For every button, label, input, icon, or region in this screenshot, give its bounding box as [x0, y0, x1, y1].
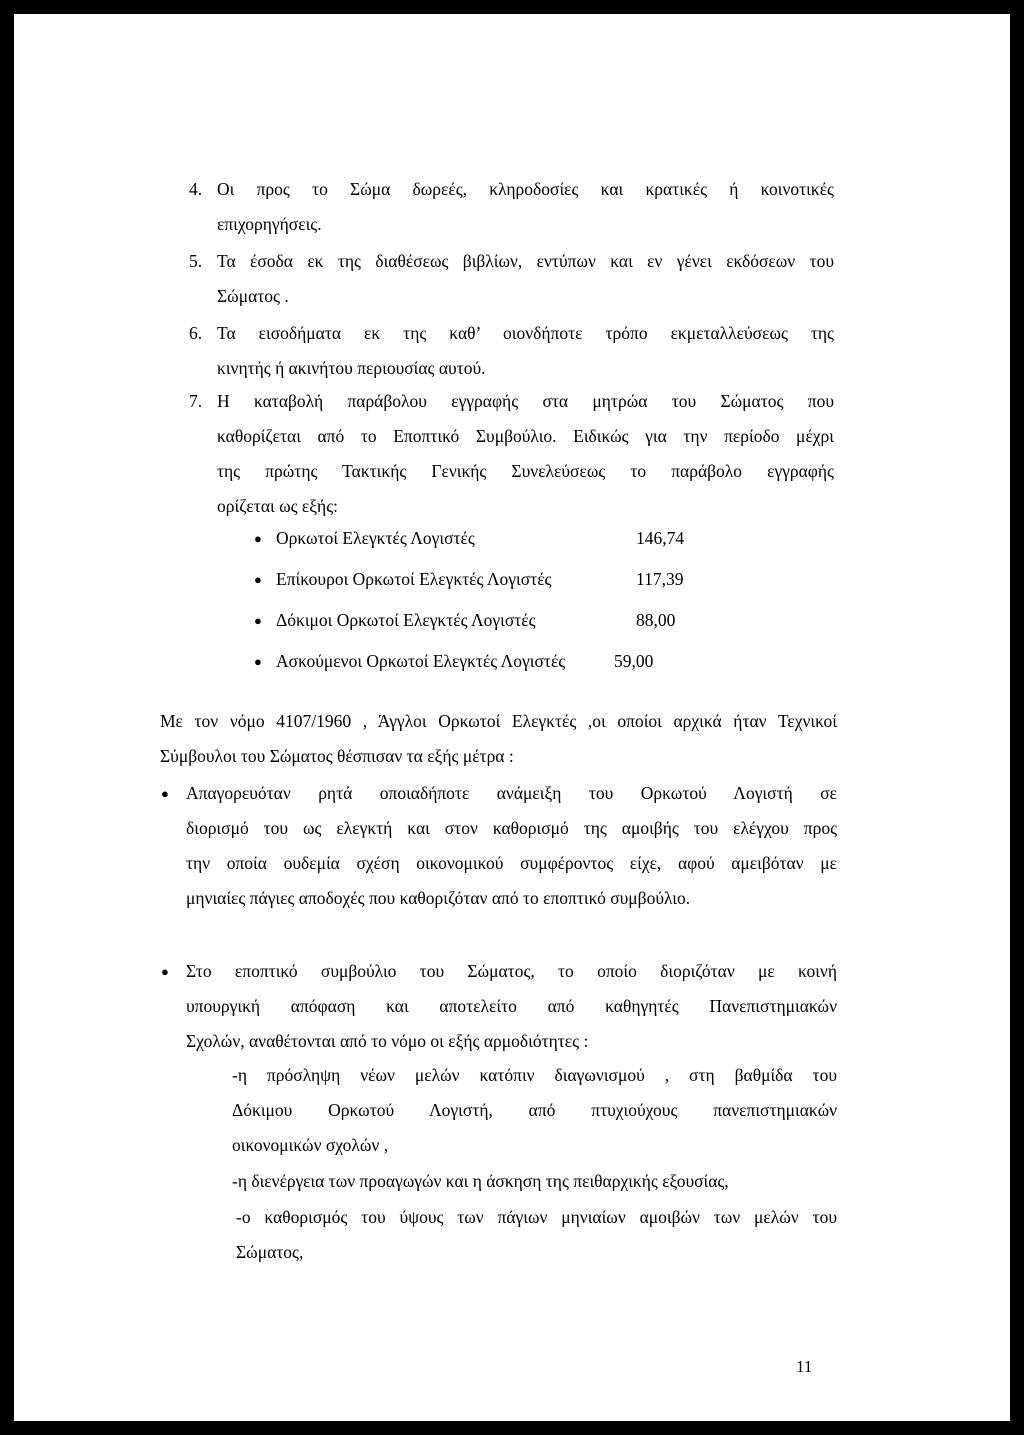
duty-line: Δόκιμου Ορκωτού Λογιστή, από πτυχιούχους πανεπιστημιακών: [232, 1100, 837, 1120]
fee-label: Δόκιμοι Ορκωτοί Ελεγκτές Λογιστές: [276, 610, 536, 630]
item-number: 6.: [189, 323, 203, 343]
bullet-line: Στο εποπτικό συμβούλιο του Σώματος, το οποίο διοριζόταν με κοινή: [186, 961, 837, 981]
measure-bullet-1: [161, 776, 837, 916]
duty-item-3: [236, 1200, 837, 1270]
numbered-item-5: [189, 244, 834, 314]
registration-fee-list: [254, 518, 736, 682]
fee-label: Ορκωτοί Ελεγκτές Λογιστές: [276, 528, 475, 548]
bullet-icon: ●: [254, 572, 262, 587]
fee-row: [254, 641, 736, 682]
fee-amount: 88,00: [636, 610, 676, 630]
item-line: της πρώτης Τακτικής Γενικής Συνελεύσεως το παράβολο εγγραφής: [217, 461, 834, 481]
bullet-line: υπουργική απόφαση και αποτελείτο από καθηγητές Πανεπιστημιακών: [186, 996, 837, 1016]
paragraph-line: Σύμβουλοι του Σώματος θέσπισαν τα εξής μέτρα :: [160, 746, 514, 766]
item-number: 4.: [189, 179, 203, 199]
fee-amount: 117,39: [636, 569, 684, 589]
bullet-line: μηνιαίες πάγιες αποδοχές που καθοριζόταν από το εποπτικό συμβούλιο.: [186, 888, 691, 908]
duty-line: -η πρόσληψη νέων μελών κατόπιν διαγωνισμού , στη βαθμίδα του: [232, 1065, 837, 1085]
duty-line: -ο καθορισμός του ύψους των πάγιων μηνιαίων αμοιβών των μελών του: [236, 1207, 837, 1227]
bullet-line: Απαγορευόταν ρητά οποιαδήποτε ανάμειξη του Ορκωτού Λογιστή σε: [186, 783, 837, 803]
numbered-item-4: [189, 172, 834, 242]
fee-row: [254, 600, 736, 641]
item-number: 5.: [189, 251, 203, 271]
duty-item-1: [232, 1058, 837, 1163]
item-line: κινητής ή ακινήτου περιουσίας αυτού.: [217, 358, 486, 378]
duty-item-2: [232, 1164, 837, 1199]
item-line: Σώματος .: [217, 286, 289, 306]
numbered-item-6: [189, 316, 834, 386]
duty-line: Σώματος,: [236, 1242, 304, 1262]
bullet-icon: ●: [254, 531, 262, 546]
bullet-icon: ●: [254, 613, 262, 628]
item-line: Οι προς το Σώμα δωρεές, κληροδοσίες και κρατικές ή κοινοτικές: [217, 179, 834, 199]
duty-line: -η διενέργεια των προαγωγών και η άσκηση της πειθαρχικής εξουσίας,: [232, 1171, 729, 1191]
bullet-icon: ●: [161, 786, 169, 801]
bullet-line: διορισμό του ως ελεγκτή και στον καθορισμό της αμοιβής του ελέγχου προς: [186, 818, 837, 838]
bullet-icon: ●: [254, 654, 262, 669]
item-line: καθορίζεται από το Εποπτικό Συμβούλιο. Ειδικώς για την περίοδο μέχρι: [217, 426, 834, 446]
item-line: επιχορηγήσεις.: [217, 214, 322, 234]
item-line: Τα έσοδα εκ της διαθέσεως βιβλίων, εντύπων και εν γένει εκδόσεων του: [217, 251, 834, 271]
bullet-line: την οποία ουδεμία σχέση οικονομικού συμφέροντος είχε, αφού αμειβόταν με: [186, 853, 837, 873]
item-number: 7.: [189, 391, 203, 411]
fee-amount: 146,74: [636, 528, 685, 548]
document-page: [14, 14, 1010, 1421]
fee-row: [254, 559, 736, 600]
fee-label: Ασκούμενοι Ορκωτοί Ελεγκτές Λογιστές: [276, 651, 566, 671]
item-line: Τα εισοδήματα εκ της καθ’ οιονδήποτε τρόπο εκμεταλλεύσεως της: [217, 323, 834, 343]
fee-amount: 59,00: [614, 651, 654, 671]
duty-line: οικονομικών σχολών ,: [232, 1135, 389, 1155]
paragraph-line: Με τον νόμο 4107/1960 , Άγγλοι Ορκωτοί Ελεγκτές ,οι οποίοι αρχικά ήταν Τεχνικοί: [160, 711, 837, 731]
page-number: 11: [796, 1357, 813, 1376]
measure-bullet-2: [161, 954, 837, 1059]
numbered-item-7: [189, 384, 834, 524]
bullet-icon: ●: [161, 964, 169, 979]
item-line: ορίζεται ως εξής:: [217, 496, 338, 516]
item-line: Η καταβολή παράβολου εγγραφής στα μητρώα του Σώματος που: [217, 391, 834, 411]
bullet-line: Σχολών, αναθέτονται από το νόμο οι εξής αρμοδιότητες :: [186, 1031, 589, 1051]
fee-label: Επίκουροι Ορκωτοί Ελεγκτές Λογιστές: [276, 569, 552, 589]
law-paragraph: [160, 704, 837, 774]
fee-row: [254, 518, 736, 559]
